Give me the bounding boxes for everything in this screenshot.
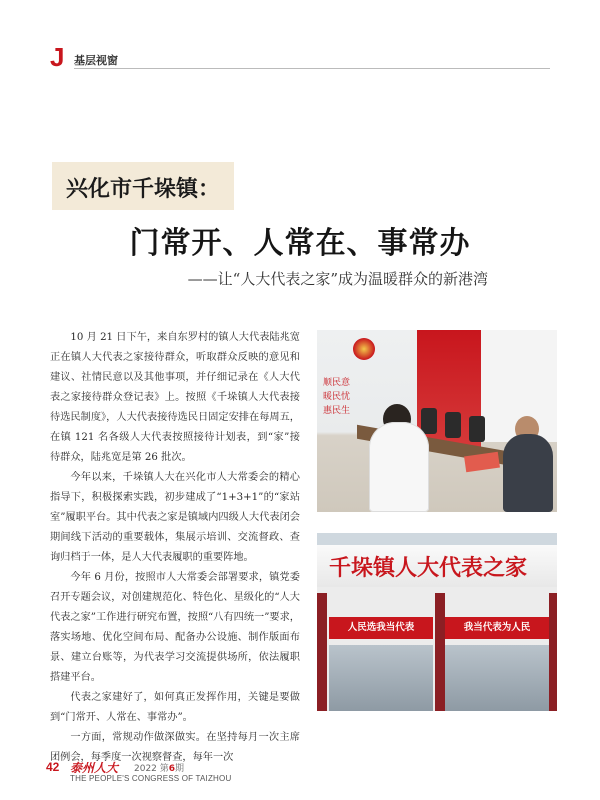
deputy xyxy=(503,434,553,512)
paragraph: 一方面，常规动作做深做实。在坚持每月一次主席团例会，每季度一次视察督查，每年一次 xyxy=(50,732,300,763)
national-emblem-icon xyxy=(353,338,375,360)
pillar xyxy=(435,593,445,711)
issue-suffix: 期 xyxy=(175,764,185,774)
article-subtitle: ——让“人大代表之家”成为温暖群众的新港湾 xyxy=(187,270,488,288)
reception-photo xyxy=(317,330,557,512)
kicker-title: 兴化市千垛镇： xyxy=(66,177,221,202)
article-title: 门常开、人常在、事常办 xyxy=(129,226,471,261)
visitor xyxy=(369,422,429,512)
magazine-name: 泰州人大 xyxy=(70,761,119,775)
pillar xyxy=(549,593,557,711)
paragraph: 代表之家建好了，如何真正发挥作用，关键是要做到“门常开、人常在、事常办”。 xyxy=(50,692,300,723)
paragraph: 10 月 21 日下午，来自东罗村的镇人大代表陆兆宽正在镇人大代表之家接待群众，听取群众反映的意见和建议、社情民意以及其他事项，并仔细记录在《人大代表之家接待群众登记表》上。按照《千垛镇人大代表接待选民制度》，人大代表接待选民日固定安排在每周五，在镇 121 名各级人大代表按照接待计划表，到“家”接待群众，陆兆宽是第 26 批次。 xyxy=(50,332,300,463)
chair xyxy=(469,416,485,442)
article-body xyxy=(50,328,300,763)
chair xyxy=(421,408,437,434)
building-photo xyxy=(317,533,557,711)
paragraph: 今年 6 月份，按照市人大常委会部署要求，镇党委召开专题会议，对创建规范化、特色化、星级化的“人大代表之家”工作进行研究布置，按照“八有四统一”要求，落实场地、优化空间布局、配备办公设施、制作版面布景、建立台账等，为代表学习交流提供场所，依法履职搭建平台。 xyxy=(50,572,300,683)
issue-prefix: 2022 第 xyxy=(134,764,169,774)
slogan-board-left: 人民选我当代表 xyxy=(329,617,433,639)
section-name: 基层视窗 xyxy=(74,54,118,67)
sky xyxy=(317,533,557,545)
name-card xyxy=(464,452,500,473)
section-logo: J xyxy=(50,42,65,72)
signboard xyxy=(317,545,557,587)
wall-slogan xyxy=(323,376,350,418)
issue-info xyxy=(134,761,184,774)
pillar xyxy=(317,593,327,711)
glass-door xyxy=(329,645,433,711)
page-number: 42 xyxy=(46,760,60,774)
issue-number: 6 xyxy=(168,764,176,774)
wall-slogan-line: 暖民忧 xyxy=(323,392,351,402)
chair xyxy=(445,412,461,438)
paragraph: 今年以来，千垛镇人大在兴化市人大常委会的精心指导下，积极探索实践，初步建成了“1+3+1”的“家站室”履职平台。其中代表之家是镇域内四级人大代表闭会期间线下活动的重要载体，集展示培训、交流督政、查询归档于一体，是人大代表履职的重要阵地。 xyxy=(50,472,300,563)
glass-window xyxy=(445,645,549,711)
kicker-box xyxy=(52,162,234,210)
signboard-text: 千垛镇人大代表之家 xyxy=(329,556,528,581)
magazine-english-name: THE PEOPLE'S CONGRESS OF TAIZHOU xyxy=(70,774,232,783)
section-header xyxy=(50,44,550,72)
slogan-board-right: 我当代表为人民 xyxy=(445,617,549,639)
wall-slogan-line: 顺民意 xyxy=(323,378,351,388)
wall-slogan-line: 惠民生 xyxy=(323,406,351,416)
page-footer xyxy=(46,760,346,786)
header-divider xyxy=(74,68,550,69)
